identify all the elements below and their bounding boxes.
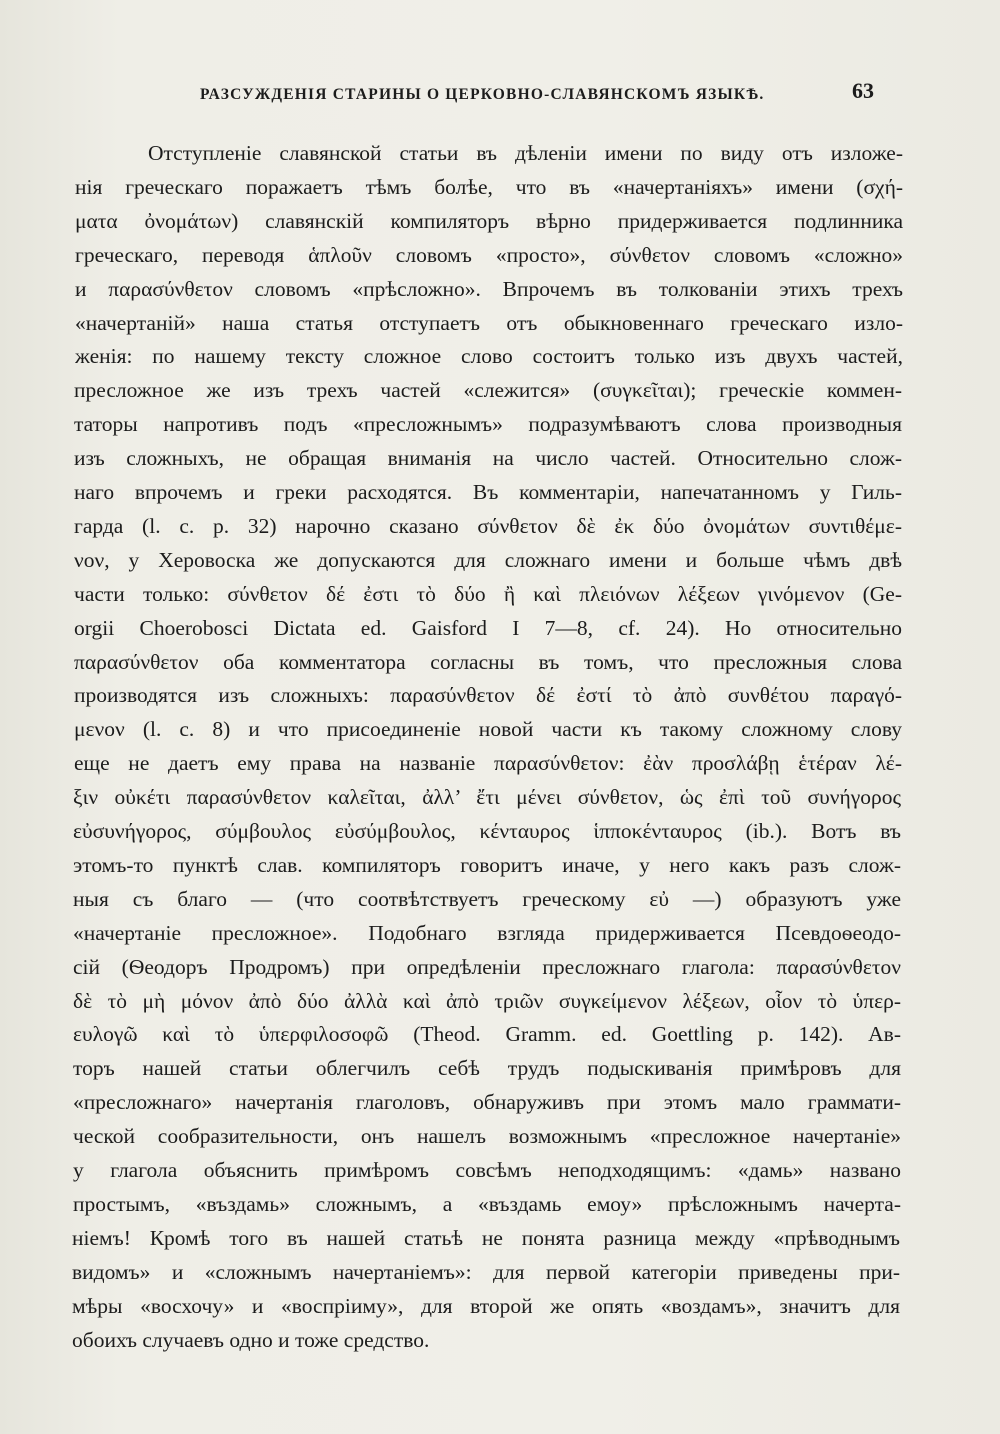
text-line: ніемъ! Кромѣ того въ нашей статьѣ не понята разница между «прѣводнымъ xyxy=(72,1226,900,1250)
text-line: ныя съ благо — (что соотвѣтствуетъ греческому εὐ —) образуютъ уже xyxy=(73,887,901,911)
text-line: ξιν οὐκέτι παρασύνθετον καλεῖται, ἀλλ’ ἔτι μένει σύνθετον, ὡς ἐπὶ τοῦ συνήγορος xyxy=(73,785,901,809)
text-line: «начертаній» наша статья отступаетъ отъ обыкновеннаго греческаго изло- xyxy=(75,311,903,335)
text-line: простымъ, «въздамь» сложнымъ, а «въздамь емоу» прѣсложнымъ начерта- xyxy=(73,1192,901,1216)
text-line: гарда (l. c. p. 32) нарочно сказано σύνθετον δὲ ἐκ δύο ὀνομάτων συντιθέμε- xyxy=(74,514,902,538)
text-line: сій (Ѳеодоръ Продромъ) при опредѣленіи пресложнаго глагола: παρασύνθετον xyxy=(73,955,901,979)
text-line: видомъ» и «сложнымъ начертаніемъ»: для первой категоріи приведены при- xyxy=(72,1260,900,1284)
text-line: торъ нашей статьи облегчилъ себѣ трудъ подыскиванія примѣровъ для xyxy=(73,1056,901,1080)
text-line: обоихъ случаевъ одно и тоже средство. xyxy=(72,1328,430,1352)
text-line: orgii Choerobosci Dictata ed. Gaisford I 7—8, cf. 24). Но относительно xyxy=(74,616,902,640)
text-line: изъ сложныхъ, не обращая вниманія на число частей. Относительно слож- xyxy=(74,446,902,470)
text-line: μενον (l. c. 8) и что присоединеніе новой части къ такому сложному слову xyxy=(74,717,902,741)
text-line: таторы напротивъ подъ «пресложнымъ» подразумѣваютъ слова производныя xyxy=(74,412,902,436)
text-line: δὲ τὸ μὴ μόνον ἀπὸ δύο ἀλλὰ καὶ ἀπὸ τριῶν συγκείμενον λέξεων, οἷον τὸ ὑπερ- xyxy=(73,989,901,1013)
text-line: еще не даетъ ему права на названіе παρασύνθετον: ἐὰν προσλάβῃ ἑτέραν λέ- xyxy=(74,751,902,775)
text-line: производятся изъ сложныхъ: παρασύνθετον δέ ἐστί τὸ ἀπὸ συνθέτου παραγό- xyxy=(74,683,902,707)
text-line: «пресложнаго» начертанія глаголовъ, обнаруживъ при этомъ мало граммати- xyxy=(73,1090,901,1114)
text-line: мѣры «восхочу» и «воспріиму», для второй же опять «воздамъ», значитъ для xyxy=(72,1294,900,1318)
text-line: νον, у Херовоска же допускаются для сложнаго имени и больше чѣмъ двѣ xyxy=(74,548,902,572)
text-line: пресложное же изъ трехъ частей «слежится» (συγκεῖται); греческіе коммен- xyxy=(74,378,902,402)
text-line: женія: по нашему тексту сложное слово состоитъ только изъ двухъ частей, xyxy=(75,344,903,368)
text-line: греческаго, переводя ἁπλοῦν словомъ «просто», σύνθετον словомъ «сложно» xyxy=(75,243,903,267)
running-title: РАЗСУЖДЕНІЯ СТАРИНЫ О ЦЕРКОВНО-СЛАВЯНСКОМЪ ЯЗЫКѢ. xyxy=(200,86,765,103)
text-line: παρασύνθετον оба комментатора согласны въ томъ, что пресложныя слова xyxy=(74,650,902,674)
text-line: ческой сообразительности, онъ нашелъ возможнымъ «пресложное начертаніе» xyxy=(73,1124,901,1148)
text-line: и παρασύνθετον словомъ «прѣсложно». Впрочемъ въ толкованіи этихъ трехъ xyxy=(75,277,903,301)
text-line: Отступленіе славянской статьи въ дѣленіи имени по виду отъ изложе- xyxy=(148,141,903,165)
text-line: ματα ὀνομάτων) славянскій компиляторъ вѣрно придерживается подлинника xyxy=(75,209,903,233)
page-number: 63 xyxy=(852,78,874,103)
text-line: ευλογῶ καὶ τὸ ὑπερφιλοσοφῶ (Theod. Gramm. ed. Goettling p. 142). Ав- xyxy=(73,1022,901,1046)
text-line: наго впрочемъ и греки расходятся. Въ комментаріи, напечатанномъ у Гиль- xyxy=(74,480,902,504)
text-line: этомъ-то пунктѣ слав. компиляторъ говоритъ иначе, у него какъ разъ слож- xyxy=(73,853,901,877)
text-line: εὐσυνήγορος, σύμβουλος εὐσύμβουλος, κένταυρος ἱπποκένταυρος (ib.). Вотъ въ xyxy=(73,819,901,843)
text-line: части только: σύνθετον δέ ἐστι τὸ δύο ἢ καὶ πλειόνων λέξεων γινόμενον (Ge- xyxy=(74,582,902,606)
text-line: нія греческаго поражаетъ тѣмъ болѣе, что въ «начертаніяхъ» имени (σχή- xyxy=(75,175,903,199)
text-line: «начертаніе пресложное». Подобнаго взгляда придерживается Псевдоѳеодо- xyxy=(73,921,901,945)
text-line: у глагола объяснить примѣромъ совсѣмъ неподходящимъ: «дамь» названо xyxy=(73,1158,901,1182)
